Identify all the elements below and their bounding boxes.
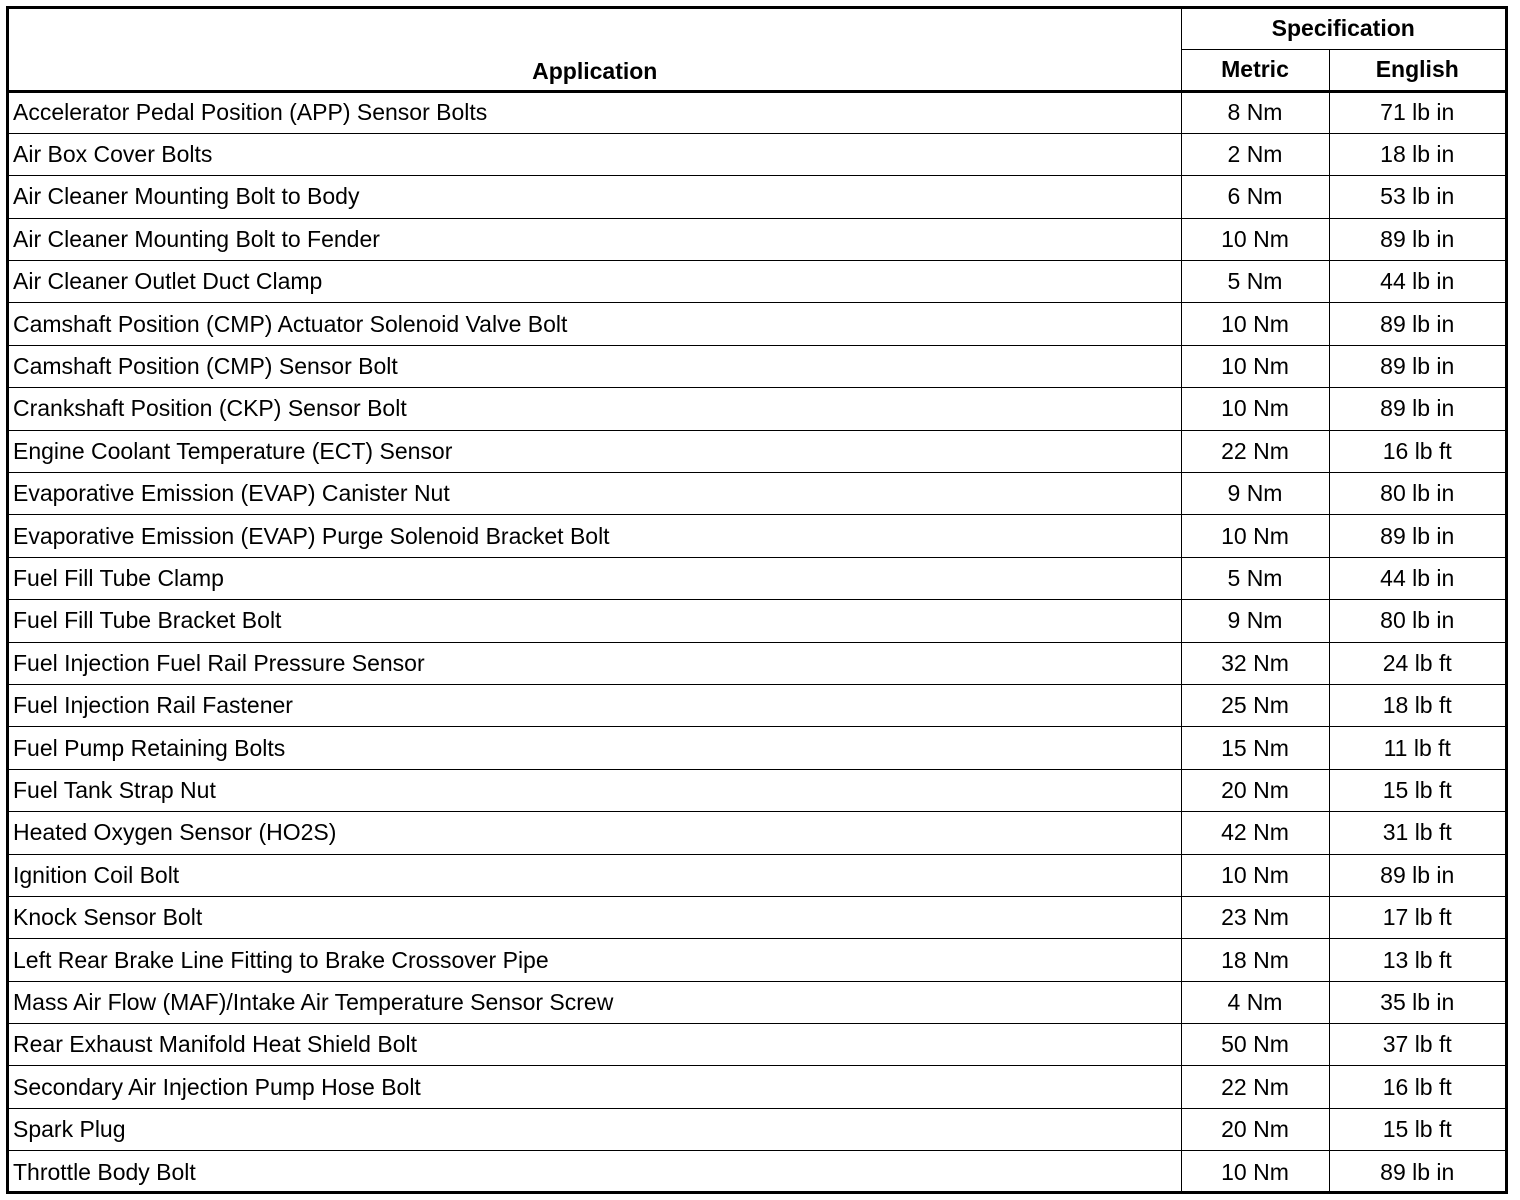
english-cell: 89 lb in — [1329, 854, 1505, 896]
application-cell: Fuel Injection Fuel Rail Pressure Sensor — [9, 642, 1181, 684]
english-cell: 89 lb in — [1329, 303, 1505, 345]
english-cell: 89 lb in — [1329, 218, 1505, 260]
metric-cell: 20 Nm — [1181, 769, 1329, 811]
application-cell: Engine Coolant Temperature (ECT) Sensor — [9, 430, 1181, 472]
metric-cell: 50 Nm — [1181, 1024, 1329, 1066]
metric-cell: 22 Nm — [1181, 430, 1329, 472]
metric-cell: 10 Nm — [1181, 1151, 1329, 1193]
application-cell: Throttle Body Bolt — [9, 1151, 1181, 1193]
metric-cell: 5 Nm — [1181, 557, 1329, 599]
table-row — [9, 303, 1505, 345]
metric-header: Metric — [1181, 49, 1329, 91]
table-header — [9, 9, 1505, 91]
english-header: English — [1329, 49, 1505, 91]
metric-cell: 23 Nm — [1181, 896, 1329, 938]
application-cell: Air Cleaner Mounting Bolt to Body — [9, 176, 1181, 218]
english-cell: 15 lb ft — [1329, 769, 1505, 811]
table-row — [9, 1151, 1505, 1193]
english-cell: 44 lb in — [1329, 557, 1505, 599]
application-cell: Air Cleaner Mounting Bolt to Fender — [9, 218, 1181, 260]
table-row — [9, 684, 1505, 726]
metric-cell: 10 Nm — [1181, 303, 1329, 345]
table-row — [9, 812, 1505, 854]
english-cell: 16 lb ft — [1329, 430, 1505, 472]
metric-cell: 10 Nm — [1181, 515, 1329, 557]
table-row — [9, 854, 1505, 896]
table-row — [9, 1024, 1505, 1066]
application-cell: Crankshaft Position (CKP) Sensor Bolt — [9, 388, 1181, 430]
metric-cell: 10 Nm — [1181, 345, 1329, 387]
metric-cell: 6 Nm — [1181, 176, 1329, 218]
table-row — [9, 600, 1505, 642]
application-cell: Camshaft Position (CMP) Sensor Bolt — [9, 345, 1181, 387]
application-cell: Fuel Pump Retaining Bolts — [9, 727, 1181, 769]
metric-cell: 15 Nm — [1181, 727, 1329, 769]
english-cell: 89 lb in — [1329, 515, 1505, 557]
english-cell: 11 lb ft — [1329, 727, 1505, 769]
english-cell: 24 lb ft — [1329, 642, 1505, 684]
english-cell: 16 lb ft — [1329, 1066, 1505, 1108]
english-cell: 15 lb ft — [1329, 1108, 1505, 1150]
table-row — [9, 981, 1505, 1023]
metric-cell: 42 Nm — [1181, 812, 1329, 854]
metric-cell: 20 Nm — [1181, 1108, 1329, 1150]
english-cell: 18 lb ft — [1329, 684, 1505, 726]
table-row — [9, 1066, 1505, 1108]
torque-spec-table-frame — [6, 6, 1508, 1194]
application-cell: Left Rear Brake Line Fitting to Brake Crossover Pipe — [9, 939, 1181, 981]
metric-cell: 32 Nm — [1181, 642, 1329, 684]
application-cell: Accelerator Pedal Position (APP) Sensor Bolts — [9, 91, 1181, 133]
english-cell: 89 lb in — [1329, 388, 1505, 430]
application-cell: Fuel Tank Strap Nut — [9, 769, 1181, 811]
table-row — [9, 642, 1505, 684]
table-row — [9, 515, 1505, 557]
table-row — [9, 769, 1505, 811]
application-cell: Evaporative Emission (EVAP) Purge Solenoid Bracket Bolt — [9, 515, 1181, 557]
table-body — [9, 91, 1505, 1193]
application-cell: Fuel Injection Rail Fastener — [9, 684, 1181, 726]
metric-cell: 10 Nm — [1181, 388, 1329, 430]
english-cell: 80 lb in — [1329, 473, 1505, 515]
metric-cell: 9 Nm — [1181, 473, 1329, 515]
application-cell: Fuel Fill Tube Bracket Bolt — [9, 600, 1181, 642]
metric-cell: 10 Nm — [1181, 854, 1329, 896]
english-cell: 89 lb in — [1329, 345, 1505, 387]
application-cell: Spark Plug — [9, 1108, 1181, 1150]
application-cell: Camshaft Position (CMP) Actuator Solenoid Valve Bolt — [9, 303, 1181, 345]
table-row — [9, 176, 1505, 218]
table-row — [9, 1108, 1505, 1150]
table-row — [9, 261, 1505, 303]
torque-spec-table — [9, 9, 1505, 1193]
header-row-top — [9, 9, 1505, 49]
table-row — [9, 473, 1505, 515]
metric-cell: 25 Nm — [1181, 684, 1329, 726]
metric-cell: 2 Nm — [1181, 133, 1329, 175]
metric-cell: 18 Nm — [1181, 939, 1329, 981]
specification-header: Specification — [1181, 9, 1505, 49]
metric-cell: 4 Nm — [1181, 981, 1329, 1023]
application-cell: Knock Sensor Bolt — [9, 896, 1181, 938]
english-cell: 31 lb ft — [1329, 812, 1505, 854]
english-cell: 53 lb in — [1329, 176, 1505, 218]
table-row — [9, 430, 1505, 472]
english-cell: 71 lb in — [1329, 91, 1505, 133]
english-cell: 18 lb in — [1329, 133, 1505, 175]
application-cell: Air Cleaner Outlet Duct Clamp — [9, 261, 1181, 303]
application-cell: Mass Air Flow (MAF)/Intake Air Temperature Sensor Screw — [9, 981, 1181, 1023]
application-cell: Ignition Coil Bolt — [9, 854, 1181, 896]
english-cell: 17 lb ft — [1329, 896, 1505, 938]
english-cell: 89 lb in — [1329, 1151, 1505, 1193]
metric-cell: 9 Nm — [1181, 600, 1329, 642]
english-cell: 37 lb ft — [1329, 1024, 1505, 1066]
metric-cell: 10 Nm — [1181, 218, 1329, 260]
metric-cell: 8 Nm — [1181, 91, 1329, 133]
table-row — [9, 345, 1505, 387]
table-row — [9, 91, 1505, 133]
application-cell: Rear Exhaust Manifold Heat Shield Bolt — [9, 1024, 1181, 1066]
table-row — [9, 727, 1505, 769]
application-header: Application — [9, 9, 1181, 91]
application-cell: Evaporative Emission (EVAP) Canister Nut — [9, 473, 1181, 515]
metric-cell: 22 Nm — [1181, 1066, 1329, 1108]
table-row — [9, 218, 1505, 260]
application-cell: Air Box Cover Bolts — [9, 133, 1181, 175]
metric-cell: 5 Nm — [1181, 261, 1329, 303]
table-row — [9, 896, 1505, 938]
application-cell: Heated Oxygen Sensor (HO2S) — [9, 812, 1181, 854]
english-cell: 44 lb in — [1329, 261, 1505, 303]
application-cell: Secondary Air Injection Pump Hose Bolt — [9, 1066, 1181, 1108]
table-row — [9, 388, 1505, 430]
english-cell: 13 lb ft — [1329, 939, 1505, 981]
table-row — [9, 557, 1505, 599]
application-cell: Fuel Fill Tube Clamp — [9, 557, 1181, 599]
english-cell: 35 lb in — [1329, 981, 1505, 1023]
table-row — [9, 133, 1505, 175]
table-row — [9, 939, 1505, 981]
english-cell: 80 lb in — [1329, 600, 1505, 642]
